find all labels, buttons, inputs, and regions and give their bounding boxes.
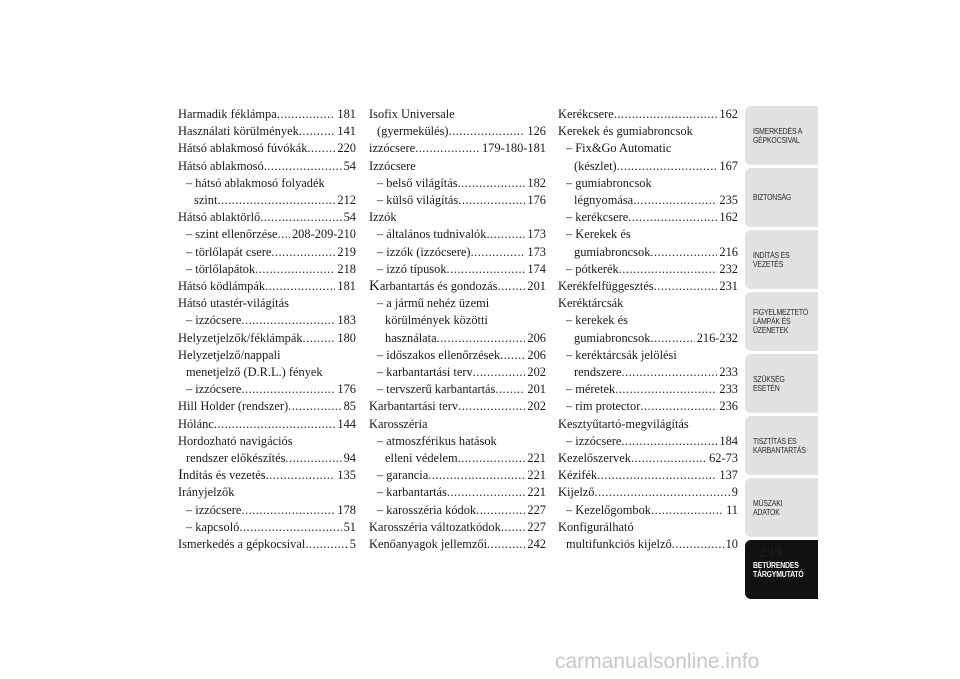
index-heading: Hátsó utastér-világítás — [178, 296, 289, 311]
index-entry — [558, 244, 738, 261]
chapter-tab-label: FIGYELMEZTETŐ LÁMPÁK ÉS ÜZENETEK — [753, 308, 809, 335]
entry-label: – izzócsere — [186, 382, 242, 397]
dot-leader — [428, 467, 525, 484]
index-entry — [178, 226, 356, 243]
page-ref: 220 — [337, 141, 356, 156]
dot-leader — [458, 398, 525, 415]
dot-leader — [486, 226, 525, 243]
page-ref: 126 — [527, 124, 546, 139]
dot-leader — [621, 364, 717, 381]
index-entry — [369, 175, 546, 192]
page-ref: 216 — [719, 244, 738, 259]
dot-leader — [447, 261, 526, 278]
index-entry — [369, 364, 546, 381]
page-ref: 179-180-181 — [481, 141, 546, 156]
index-entry — [178, 536, 356, 553]
page-ref: 216-232 — [696, 330, 738, 345]
index-entry — [178, 106, 356, 123]
page-ref: 219 — [337, 244, 356, 259]
entry-label: Hátsó ablakmosó fúvókák — [178, 141, 308, 156]
dot-leader — [415, 140, 480, 157]
page-ref: 184 — [719, 433, 738, 448]
dot-leader — [307, 140, 335, 157]
index-entry — [369, 226, 546, 243]
page-ref: 181 — [337, 107, 356, 121]
chapter-tab[interactable] — [745, 230, 818, 289]
page-ref: 54 — [343, 158, 356, 173]
entry-label: – törlőlapátok — [186, 261, 256, 276]
dot-leader — [285, 450, 341, 467]
dot-leader — [628, 209, 717, 226]
dot-leader — [458, 450, 526, 467]
page-ref: 235 — [719, 193, 738, 208]
page-ref: 62-73 — [709, 451, 738, 466]
dot-leader — [271, 244, 335, 261]
index-entry — [369, 244, 546, 261]
chapter-tab-label: BETŰRENDES TÁRGYMUTATÓ — [753, 560, 804, 579]
page-ref: 233 — [719, 382, 738, 397]
page-ref: 242 — [527, 537, 546, 552]
entry-label: Ismerkedés a gépkocsival — [178, 537, 306, 552]
index-entry — [558, 106, 738, 123]
page-ref: 182 — [527, 175, 546, 190]
dot-leader — [501, 519, 526, 536]
dot-leader — [458, 192, 525, 209]
page-number: 293 — [758, 544, 782, 561]
page-ref: 208-209-210 — [291, 227, 356, 242]
dot-leader — [621, 433, 717, 450]
index-entry — [178, 158, 356, 175]
index-entry — [558, 536, 738, 553]
initial-letter: K — [369, 278, 380, 295]
chapter-tab-label: BIZTONSÁG — [753, 193, 792, 202]
dot-leader — [597, 467, 717, 484]
index-entry — [178, 261, 356, 278]
dot-leader — [617, 158, 718, 175]
entry-label: Hill Holder (rendszer) — [178, 399, 289, 414]
page-ref: 183 — [337, 313, 356, 328]
entry-label: Hólánc — [178, 416, 214, 431]
entry-label: Kézifék — [558, 468, 598, 483]
entry-label: – pótkerék — [566, 261, 619, 276]
index-entry — [558, 192, 738, 209]
chapter-tab[interactable] — [745, 416, 818, 475]
index-entry — [558, 330, 738, 347]
index-column-1 — [178, 106, 356, 553]
dot-leader — [619, 261, 718, 278]
entry-label: gumiabroncsok — [574, 330, 651, 345]
entry-label: – méretek — [566, 382, 616, 397]
entry-label: (gyermekülés) — [377, 124, 449, 139]
entry-label: Helyzetjelzők/féklámpák — [178, 330, 303, 345]
index-entry — [369, 347, 546, 364]
entry-label: – Kezelőgombok — [566, 502, 651, 517]
index-entry — [369, 467, 546, 484]
entry-label: Használati körülmények — [178, 124, 299, 139]
page-ref: 135 — [337, 468, 356, 483]
page-ref: 85 — [343, 399, 356, 414]
entry-label: – izzócsere — [186, 313, 242, 328]
page-ref: 206 — [527, 347, 546, 362]
entry-label: Karosszéria változatkódok — [369, 519, 501, 534]
index-entry — [178, 123, 356, 140]
entry-label: Kerékfelfüggesztés — [558, 279, 654, 294]
dot-leader — [303, 330, 336, 347]
entry-label: légnyomása — [574, 193, 634, 208]
entry-label: – törlőlapát csere — [186, 244, 272, 259]
index-entry — [369, 261, 546, 278]
index-entry — [558, 502, 738, 519]
page-ref: 174 — [527, 261, 546, 276]
dot-leader — [672, 536, 724, 553]
index-heading: Kerekek és gumiabroncsok — [558, 124, 693, 139]
entry-label: Kerékcsere — [558, 107, 614, 121]
index-entry — [178, 244, 356, 261]
entry-label: – szint ellenőrzése — [186, 227, 278, 242]
index-heading: – kerekek és — [566, 313, 628, 328]
entry-label: Harmadik féklámpa — [178, 107, 277, 121]
index-entry — [558, 484, 738, 501]
page-ref: 144 — [337, 416, 356, 431]
dot-leader — [241, 381, 335, 398]
index-entry — [369, 398, 546, 415]
index-entry — [369, 502, 546, 519]
entry-label: Karbantartás és gondozás — [369, 278, 498, 295]
page-ref: 201 — [527, 382, 546, 397]
dot-leader — [650, 330, 694, 347]
entry-label: Hátsó ködlámpák — [178, 279, 266, 294]
index-entry — [369, 484, 546, 501]
index-entry — [558, 158, 738, 175]
index-entry — [369, 192, 546, 209]
entry-label: Kezelőszervek — [558, 451, 631, 466]
entry-label: – izzócsere — [566, 433, 622, 448]
chapter-tab-label: INDÍTÁS ÉS VEZETÉS — [753, 250, 790, 269]
index-entry — [558, 433, 738, 450]
dot-leader — [278, 226, 290, 243]
page-ref: 162 — [719, 107, 738, 121]
index-heading-cont: menetjelző (D.R.L.) fények — [186, 365, 323, 380]
entry-label: – külső világítás — [377, 193, 459, 208]
dot-leader — [264, 158, 342, 175]
dot-leader — [288, 398, 342, 415]
entry-label: Karbantartási terv — [369, 399, 459, 414]
index-heading: Izzók — [369, 210, 397, 225]
index-entry — [178, 450, 356, 467]
index-entry — [178, 467, 356, 484]
dot-leader — [255, 261, 335, 278]
chapter-tab-label: SZÜKSÉG ESETÉN — [753, 374, 785, 393]
entry-label: izzócsere — [369, 141, 416, 156]
dot-leader — [594, 484, 729, 501]
index-entry — [178, 330, 356, 347]
dot-leader — [265, 278, 335, 295]
dot-leader — [299, 123, 336, 140]
initial-letter: I — [178, 467, 183, 484]
page-ref: 167 — [719, 158, 738, 173]
page-ref: 5 — [349, 537, 356, 552]
index-entry — [369, 381, 546, 398]
index-entry — [369, 140, 546, 157]
page-ref: 232 — [719, 261, 738, 276]
dot-leader — [437, 330, 526, 347]
index-heading: – a jármű nehéz üzemi — [377, 296, 490, 311]
chapter-tab[interactable] — [745, 478, 818, 537]
entry-label: – időszakos ellenőrzések — [377, 347, 501, 362]
index-heading: – gumiabroncsok — [566, 175, 652, 190]
index-entry — [369, 330, 546, 347]
page-ref: 236 — [719, 399, 738, 414]
index-entry — [558, 278, 738, 295]
dot-leader — [277, 106, 336, 123]
entry-label: Hátsó ablakmosó — [178, 158, 264, 173]
dot-leader — [473, 364, 526, 381]
dot-leader — [615, 381, 717, 398]
entry-label: – izzócsere — [186, 502, 242, 517]
index-entry — [178, 312, 356, 329]
entry-label: – belső világítás — [377, 175, 458, 190]
page-ref: 10 — [725, 537, 738, 552]
index-heading: Hordozható navigációs — [178, 433, 293, 448]
dot-leader — [633, 192, 717, 209]
dot-leader — [495, 381, 525, 398]
page-ref: 141 — [337, 124, 356, 139]
index-entry — [178, 502, 356, 519]
index-entry — [558, 398, 738, 415]
index-entry — [558, 209, 738, 226]
dot-leader — [651, 502, 724, 519]
page-ref: 201 — [527, 279, 546, 294]
entry-label: – általános tudnivalók — [377, 227, 487, 242]
chapter-tab-label: TISZTÍTÁS ÉS KARBANTARTÁS — [753, 436, 806, 455]
page-ref: 181 — [337, 279, 356, 294]
page-ref: 221 — [527, 485, 546, 500]
page-ref: 221 — [527, 468, 546, 483]
index-heading: Karosszéria — [369, 416, 428, 431]
dot-leader — [217, 192, 335, 209]
page-ref: 227 — [527, 519, 546, 534]
page-ref: 162 — [719, 210, 738, 225]
page-ref: 221 — [527, 451, 546, 466]
page-ref: 202 — [527, 365, 546, 380]
page-ref: 176 — [527, 193, 546, 208]
chapter-tab-bar — [745, 106, 818, 602]
index-heading: Konfigurálható — [558, 519, 634, 534]
entry-label: – rim protector — [566, 399, 641, 414]
chapter-tab[interactable] — [745, 292, 818, 351]
page-ref: 173 — [527, 244, 546, 259]
index-heading: – Fix&Go Automatic — [566, 141, 672, 156]
index-heading: – keréktárcsák jelölési — [566, 347, 677, 362]
entry-label: rendszer előkészítés — [186, 451, 286, 466]
chapter-tab[interactable] — [745, 168, 818, 227]
index-entry — [369, 450, 546, 467]
dot-leader — [260, 209, 341, 226]
page-ref: 176 — [337, 382, 356, 397]
index-entry — [178, 140, 356, 157]
dot-leader — [447, 484, 526, 501]
entry-label: – tervszerű karbantartás — [377, 382, 496, 397]
index-heading: – atmoszférikus hatások — [377, 433, 497, 448]
dot-leader — [241, 502, 335, 519]
entry-label: multifunkciós kijelző — [566, 537, 672, 552]
page-ref: 206 — [527, 330, 546, 345]
chapter-tab-label: MŰSZAKI ADATOK — [753, 498, 783, 517]
entry-label: (készlet) — [574, 158, 617, 173]
entry-label: – karosszéria kódok — [377, 502, 477, 517]
chapter-tab[interactable] — [745, 354, 818, 413]
entry-label: – kerékcsere — [566, 210, 629, 225]
page-ref: 9 — [731, 485, 738, 500]
index-heading: – hátsó ablakmosó folyadék — [186, 175, 325, 190]
entry-label: – garancia — [377, 468, 429, 483]
watermark: carmanualsonline.info — [555, 650, 760, 673]
index-entry — [178, 278, 356, 295]
chapter-tab-label: ISMERKEDÉS A GÉPKOCSIVAL — [753, 126, 803, 145]
entry-label: – karbantartás — [377, 485, 447, 500]
page-ref: 227 — [527, 502, 546, 517]
dot-leader — [266, 467, 336, 484]
index-entry — [369, 278, 546, 295]
index-entry — [369, 536, 546, 553]
entry-label: Hátsó ablaktörlő — [178, 210, 261, 225]
page-ref: 218 — [337, 261, 356, 276]
dot-leader — [241, 312, 335, 329]
entry-label: használata — [385, 330, 437, 345]
index-entry — [178, 519, 356, 536]
dot-leader — [458, 175, 526, 192]
entry-label: – karbantartási terv — [377, 365, 473, 380]
entry-label: gumiabroncsok — [574, 244, 651, 259]
index-column-2 — [369, 106, 546, 553]
index-entry — [369, 123, 546, 140]
page-ref: 180 — [337, 330, 356, 345]
dot-leader — [487, 536, 525, 553]
index-entry — [558, 261, 738, 278]
index-entry — [178, 398, 356, 415]
index-heading: Isofix Universale — [369, 107, 455, 121]
page-ref: 94 — [343, 451, 356, 466]
dot-leader — [500, 347, 525, 364]
dot-leader — [614, 106, 718, 123]
dot-leader — [449, 123, 526, 140]
index-column-3 — [558, 106, 738, 553]
index-entry — [558, 381, 738, 398]
index-entry — [178, 209, 356, 226]
entry-label: szint — [194, 193, 218, 208]
index-heading: Kesztyűtartó-megvilágítás — [558, 416, 689, 431]
page-ref: 54 — [343, 210, 356, 225]
index-entry — [369, 519, 546, 536]
entry-label: elleni védelem — [385, 451, 458, 466]
dot-leader — [471, 244, 526, 261]
dot-leader — [654, 278, 718, 295]
page-ref: 173 — [527, 227, 546, 242]
index-entry — [178, 192, 356, 209]
dot-leader — [498, 278, 526, 295]
entry-label: rendszere — [574, 365, 622, 380]
page-ref: 178 — [337, 502, 356, 517]
page-ref: 231 — [719, 279, 738, 294]
dot-leader — [476, 502, 525, 519]
dot-leader — [214, 416, 336, 433]
dot-leader — [650, 244, 717, 261]
entry-label: Kijelző — [558, 485, 595, 500]
index-heading: Keréktárcsák — [558, 296, 624, 311]
index-entry — [558, 364, 738, 381]
entry-label: Kenőanyagok jellemzői — [369, 537, 488, 552]
index-heading: – Kerekek és — [566, 227, 631, 242]
page-ref: 51 — [343, 519, 356, 534]
chapter-tab[interactable] — [745, 106, 818, 165]
dot-leader — [631, 450, 707, 467]
index-heading: Helyzetjelző/nappali — [178, 347, 281, 362]
entry-label: – izzó típusok — [377, 261, 447, 276]
index-heading: Irányjelzők — [178, 485, 235, 500]
page-ref: 202 — [527, 399, 546, 414]
dot-leader — [305, 536, 347, 553]
page-ref: 11 — [726, 502, 738, 517]
dot-leader — [239, 519, 341, 536]
page-ref: 137 — [719, 468, 738, 483]
index-entry — [178, 416, 356, 433]
index-entry — [558, 450, 738, 467]
index-heading-cont: körülmények közötti — [385, 313, 488, 328]
entry-label: – izzók (izzócsere) — [377, 244, 471, 259]
page-ref: 233 — [719, 365, 738, 380]
dot-leader — [640, 398, 717, 415]
entry-label: Indítás és vezetés — [178, 467, 266, 484]
index-entry — [558, 467, 738, 484]
page-ref: 212 — [337, 193, 356, 208]
index-entry — [178, 381, 356, 398]
index-heading: Izzócsere — [369, 158, 416, 173]
entry-label: – kapcsoló — [186, 519, 240, 534]
